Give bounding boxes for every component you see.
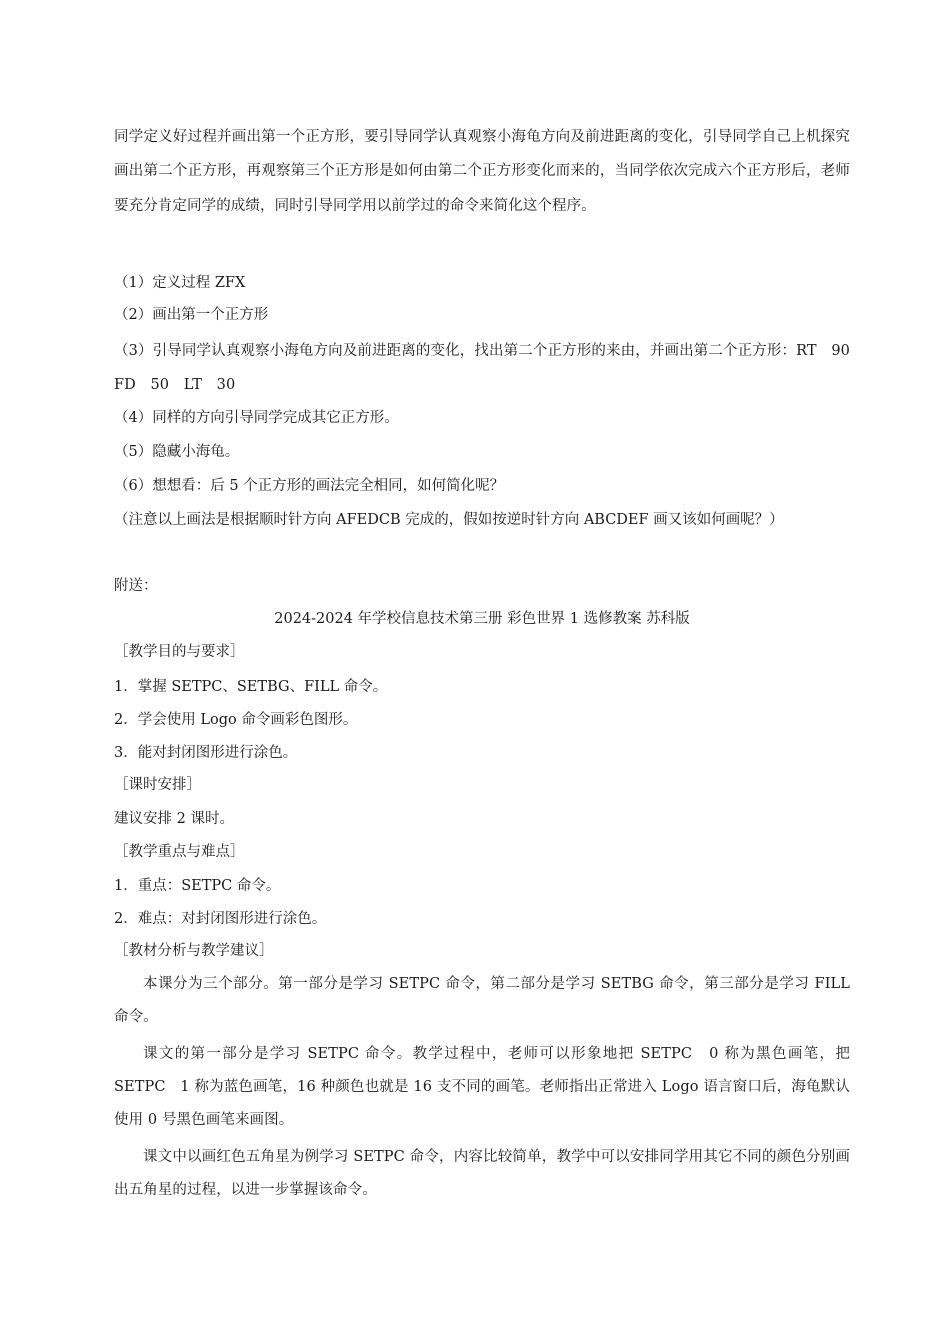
step-2: （2）画出第一个正方形 [114,307,269,323]
analysis-paragraph-3: 课文中以画红色五角星为例学习 SETPC 命令，内容比较简单，教学中可以安排同学用其它不同的颜色分别画出五角星的过程，以进一步掌握该命令。 [114,1149,850,1198]
schedule-text: 建议安排 2 课时。 [114,811,234,827]
analysis-paragraph-2: 课文的第一部分是学习 SETPC 命令。教学过程中，老师可以形象地把 SETPC 0 称为黑色画笔，把 SETPC 1 称为蓝色画笔，16 种颜色也就是 16 支不同的画笔。老师指出正常进入 Logo 语言窗口后，海龟默认使用 0 号黑色画笔来画图。 [114,1046,850,1128]
goal-item-3: 3．能对封闭图形进行涂色。 [114,745,298,761]
note-line: （注意以上画法是根据顺时针方向 AFEDCB 完成的，假如按逆时针方向 ABCDEF 画又该如何画呢？） [114,512,784,528]
goal-item-1: 1．掌握 SETPC、SETBG、FILL 命令。 [114,679,388,695]
step-3: （3）引导同学认真观察小海龟方向及前进距离的变化，找出第二个正方形的来由，并画出第二个正方形：RT 90 FD 50 LT 30 [114,343,865,394]
step-3-block [114,334,865,403]
appendix-label: 附送： [114,578,158,594]
focus-item-2: 2．难点：对封闭图形进行涂色。 [114,911,327,927]
focus-item-1: 1．重点：SETPC 命令。 [114,878,281,894]
step-5: （5）隐藏小海龟。 [114,444,240,460]
schedule-heading: ［课时安排］ [114,777,201,793]
goals-heading: ［教学目的与要求］ [114,644,245,660]
step-1: （1）定义过程 ZFX [114,275,246,291]
analysis-heading: ［教材分析与教学建议］ [114,943,274,959]
doc-title: 2024-2024 年学校信息技术第三册 彩色世界 1 选修教案 苏科版 [274,611,690,627]
intro-paragraph: 同学定义好过程并画出第一个正方形，要引导同学认真观察小海龟方向及前进距离的变化，引导同学自己上机探究画出第二个正方形，再观察第三个正方形是如何由第二个正方形变化而来的，当同学依次完成六个正方形后，老师要充分肯定同学的成绩，同时引导同学用以前学过的命令来简化这个程序。 [114,129,850,214]
goal-item-2: 2．学会使用 Logo 命令画彩色图形。 [114,712,358,728]
analysis-paragraph-1: 本课分为三个部分。第一部分是学习 SETPC 命令，第二部分是学习 SETBG 命令，第三部分是学习 FILL 命令。 [114,976,850,1025]
intro-block [114,120,850,223]
step-4: （4）同样的方向引导同学完成其它正方形。 [114,410,399,426]
analysis-block [114,968,850,1207]
step-6: （6）想想看：后 5 个正方形的画法完全相同，如何简化呢？ [114,478,505,494]
focus-heading: ［教学重点与难点］ [114,844,245,860]
